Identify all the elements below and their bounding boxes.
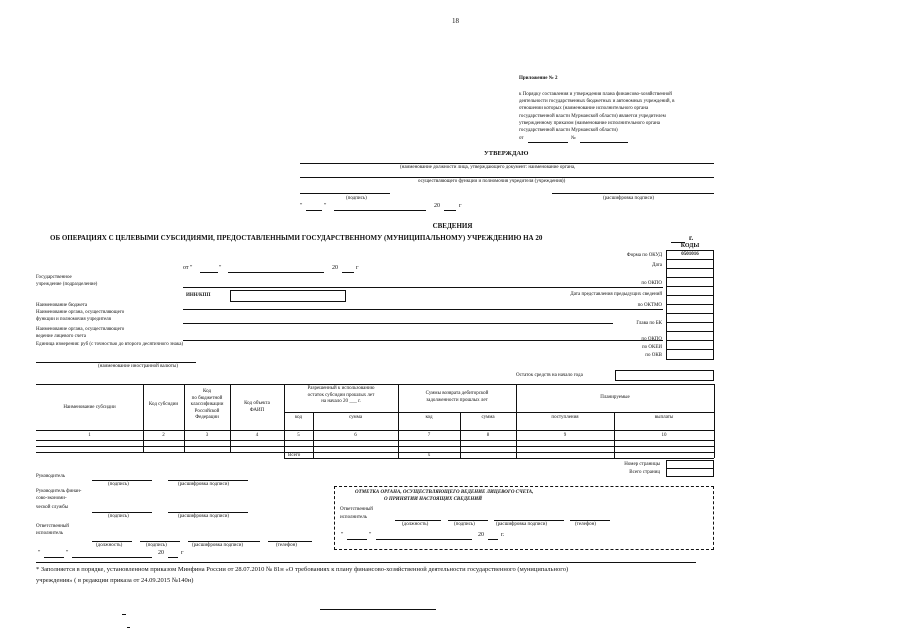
mark-quote-2: " <box>369 532 372 538</box>
mark-executor-2: исполнитель <box>340 515 368 520</box>
footer-quote-1: " <box>38 550 41 556</box>
mark-year-prefix: 20 <box>478 532 484 538</box>
col-number-6: 6 <box>354 433 357 438</box>
pages-total-label: Всего страниц <box>629 470 660 475</box>
appendix-no-label: № <box>571 136 576 141</box>
total-label: Всего <box>288 453 301 458</box>
mark-phone-caption: (телефон) <box>575 522 596 527</box>
col-8-header: сумма <box>481 415 495 420</box>
mark-position-caption: (должность) <box>402 522 429 527</box>
col-code-budget-header: Код по бюджетной классификации Российской Федерации <box>190 389 224 420</box>
account-organ-label: Наименование органа, осуществляющего <box>36 327 125 332</box>
approve-caption-1: (наименование должности лица, утверждающего документ: наименование органа, <box>400 165 576 170</box>
page-number-label: Номер страницы <box>624 462 660 467</box>
col-number-5: 5 <box>297 433 300 438</box>
codes-label-okei: по ОКЕИ <box>641 345 662 350</box>
currency-caption: (наименование иностранной валюты) <box>98 364 178 369</box>
fin-head-sign-caption: (подпись) <box>108 514 129 519</box>
head-label: Руководитель <box>36 474 66 479</box>
organ-name-label: Наименование органа, осуществляющего <box>36 310 125 315</box>
mark-box-line-1: ОТМЕТКА ОРГАНА, ОСУЩЕСТВЛЯЮЩЕГО ВЕДЕНИЕ ЛИЦЕВОГО СЧЕТА, <box>355 490 534 495</box>
account-organ-label-2: ведение лицевого счета <box>36 334 86 339</box>
col-7-header: код <box>425 415 433 420</box>
footer-quote-2: " <box>66 550 69 556</box>
footnote-line-1: * Заполняется в порядке, установленном приказом Минфина России от 28.07.2010 № 81н «О требованиях к плану финансово-хозяйственной деятельности государственного (муниципального) <box>36 566 569 573</box>
col-number-10: 10 <box>661 433 667 438</box>
col-number-1: 1 <box>88 433 91 438</box>
heading-line-2: ОБ ОПЕРАЦИЯХ С ЦЕЛЕВЫМИ СУБСИДИЯМИ, ПРЕДОСТАВЛЕННЫМИ ГОСУДАРСТВЕННОМУ (МУНИЦИПАЛЬНОМУ) УЧРЕЖДЕНИЮ НА 20 <box>50 234 543 242</box>
remainder-label: Остаток средств на начало года <box>516 373 583 378</box>
mark-executor-1: Ответственный <box>340 507 373 512</box>
inn-kpp-field[interactable] <box>230 290 346 302</box>
codes-label-bk: Глава по БК <box>636 321 662 326</box>
mark-decode-caption: (расшифровка подписи) <box>496 522 548 527</box>
pages-total-field[interactable] <box>666 468 714 477</box>
executor-decode-caption: (расшифровка подписи) <box>192 543 244 548</box>
codes-label-oktmo: по ОКТМО <box>637 303 662 308</box>
fin-head-label-3: ческой службы <box>36 505 69 510</box>
approve-quote-2: " <box>324 203 327 209</box>
footer-year-suffix: г <box>181 550 184 556</box>
codes-label-date: Дата <box>652 263 662 268</box>
col-6-header: сумма <box>348 415 363 420</box>
date-from-label: от " <box>183 265 193 271</box>
executor-label-1: Ответственный <box>36 524 69 529</box>
date-mid-quote: " <box>219 265 222 271</box>
fin-head-label-1: Руководитель финан- <box>36 489 82 494</box>
organ-name-label-2: функции и полномочия учредителя <box>36 317 111 322</box>
col-5-header: код <box>294 415 303 420</box>
codes-label-prev-date: Дата представления предыдущих сведений <box>570 292 662 297</box>
mark-year-suffix: г. <box>501 532 505 538</box>
approve-title: УТВЕРЖДАЮ <box>484 150 529 157</box>
col-number-9: 9 <box>563 433 567 438</box>
col-name-header: Наименование субсидии <box>63 405 116 410</box>
col-code-sub-header: Код субсидии <box>148 402 179 407</box>
appendix-title: Приложение № 2 <box>519 76 558 81</box>
codes-label-okpo: по ОКПО <box>641 281 662 286</box>
okud-code: 0501016 <box>681 252 699 257</box>
mark-sign-caption: (подпись) <box>454 522 475 527</box>
col-10-header: выплаты <box>654 415 674 420</box>
approve-decode-caption: (расшифровка подписи) <box>603 196 655 201</box>
codes-label-okv: по ОКВ <box>645 353 662 358</box>
col-planned-header: Планируемые <box>600 395 630 400</box>
approve-year-suffix: г <box>459 203 462 209</box>
executor-label-2: исполнитель <box>36 531 64 536</box>
col-number-4: 4 <box>255 433 259 438</box>
appendix-from-label: от <box>519 136 524 141</box>
fin-head-decode-caption: (расшифровка подписи) <box>178 514 230 519</box>
col-code-faip-header: Код объекта ФАИП <box>244 401 270 413</box>
heading-line-1: СВЕДЕНИЯ <box>432 222 473 230</box>
codes-box <box>666 250 714 360</box>
approve-caption-2: осуществляющего функции и полномочия учредителя (учреждения)) <box>418 179 566 184</box>
inn-kpp-label: ИНН/КПП <box>186 293 211 298</box>
col-number-3: 3 <box>205 433 209 438</box>
executor-sign-caption: (подпись) <box>146 543 167 548</box>
approve-quote-1: " <box>300 203 303 209</box>
appendix-text: к Порядку составления и утверждения плана финансово-хозяйственной деятельности государственных бюджетных и автономных учреждений, в отношении которых (наименование исполнительного органа государственной власти Мурманской области) является учредителем утвержденному приказом (наименование исполнительного органа государственной власти Мурманской области) <box>519 92 675 134</box>
col-number-2: 2 <box>162 433 165 438</box>
total-x-mark: x <box>427 453 431 458</box>
col-number-8: 8 <box>486 433 490 438</box>
codes-header: КОДЫ <box>680 243 700 249</box>
remainder-field[interactable] <box>615 370 714 381</box>
heading-year-suffix: г. <box>689 234 694 242</box>
codes-label-okpo-2: по ОКПО <box>641 337 662 342</box>
col-9-header: поступления <box>551 415 579 420</box>
footnote-line-2: учреждения» ( в редакции приказа от 24.09.2015 №140н) <box>36 577 194 584</box>
approve-year-prefix: 20 <box>434 203 440 209</box>
codes-label-okud: Форма по ОКУД <box>626 253 662 258</box>
approve-sign-caption: (подпись) <box>346 196 367 201</box>
col-allowed-header: Разрешенный к использованию остаток субсидии прошлых лет на начало 20 ___ г. <box>307 386 375 404</box>
executor-position-caption: (должность) <box>96 543 123 548</box>
acceptance-mark-box <box>334 486 714 550</box>
fin-head-label-2: сово-экономи- <box>36 496 67 501</box>
mark-quote-1: " <box>341 532 344 538</box>
institution-label-2: учреждение (подразделение) <box>36 282 98 287</box>
executor-phone-caption: (телефон) <box>276 543 297 548</box>
unit-label: Единица измерения: руб (с точностью до второго десятичного знака) <box>36 342 184 347</box>
col-debt-header: Суммы возврата дебиторской задолженности прошлых лет <box>425 391 489 403</box>
footer-year-prefix: 20 <box>158 550 164 556</box>
budget-name-label: Наименование бюджета <box>36 303 88 308</box>
head-decode-caption: (расшифровка подписи) <box>178 482 230 487</box>
col-number-7: 7 <box>427 433 431 438</box>
date-year-prefix: 20 <box>332 265 338 271</box>
page-number: 18 <box>452 17 459 25</box>
head-sign-caption: (подпись) <box>108 482 129 487</box>
institution-label: Государственное <box>36 275 72 280</box>
mark-box-line-2: О ПРИНЯТИИ НАСТОЯЩИХ СВЕДЕНИЙ <box>384 497 482 502</box>
date-year-suffix: г <box>356 265 359 271</box>
